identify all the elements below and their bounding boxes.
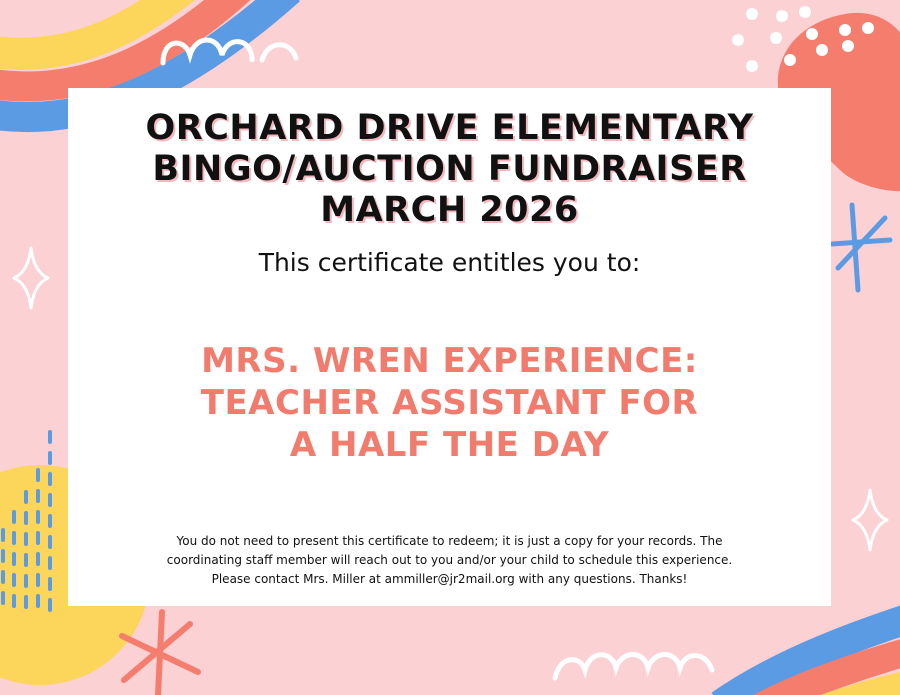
- certificate-card: [68, 88, 831, 606]
- experience-line-1: MRS. WREN EXPERIENCE:: [201, 341, 698, 381]
- redemption-note-line-1: You do not need to present this certificate to redeem; it is just a copy for your records. The: [176, 534, 723, 548]
- experience-heading: [68, 340, 831, 466]
- redemption-note-line-3: Please contact Mrs. Miller at ammiller@jr2mail.org with any questions. Thanks!: [211, 572, 688, 586]
- experience-line-3: A HALF THE DAY: [289, 425, 610, 465]
- certificate-title: [68, 108, 831, 231]
- title-line-event: BINGO/AUCTION FUNDRAISER: [152, 149, 747, 189]
- experience-line-2: TEACHER ASSISTANT FOR: [200, 383, 699, 423]
- redemption-note-line-2: coordinating staff member will reach out to you and/or your child to schedule this experience.: [166, 553, 733, 567]
- redemption-note: [108, 532, 791, 589]
- title-line-date: MARCH 2026: [320, 190, 579, 230]
- title-line-school: ORCHARD DRIVE ELEMENTARY: [145, 108, 754, 148]
- entitles-text: This certificate entitles you to:: [258, 248, 641, 277]
